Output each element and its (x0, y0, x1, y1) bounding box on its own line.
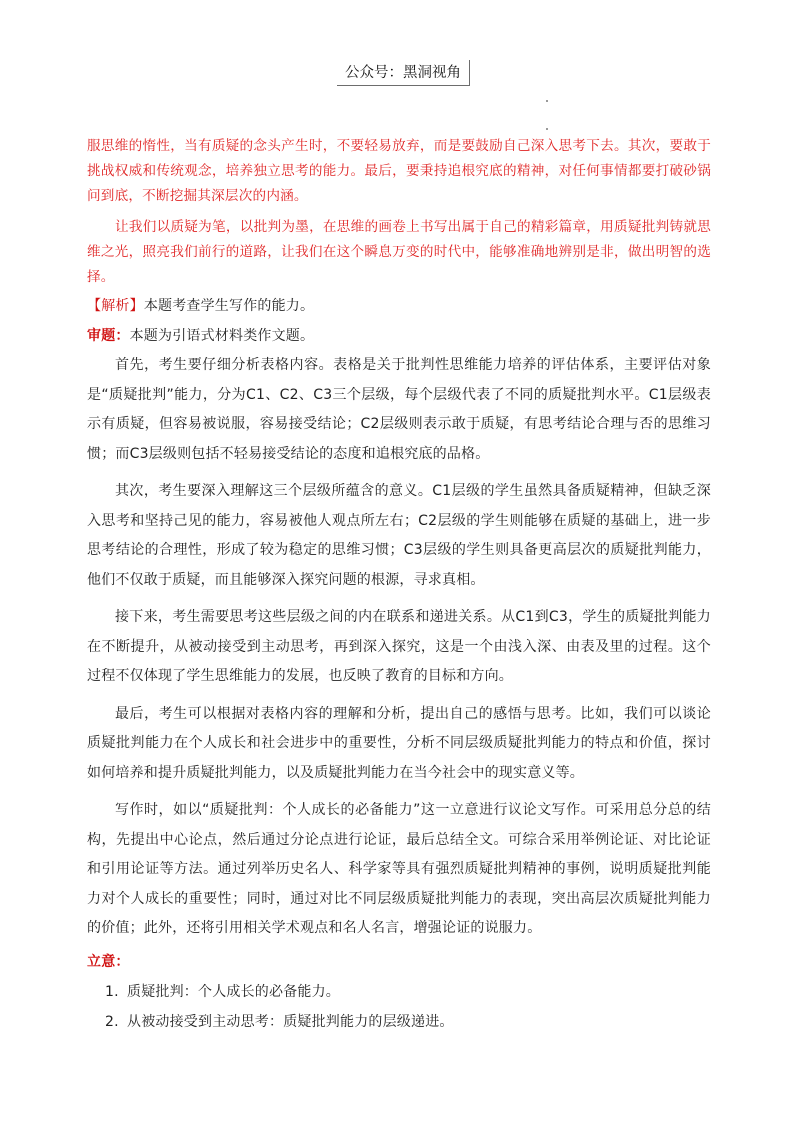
liyi-heading (87, 948, 711, 978)
list-item (105, 1007, 711, 1037)
analysis-paragraph-3: 接下来，考生需要思考这些层级之间的内在联系和递进关系。从C1到C3，学生的质疑批判能力在不断提升，从被动接受到主动思考，再到深入探究，这是一个由浅入深、由表及里的过程。这个过程不仅体现了学生思维能力的发展，也反映了教育的目标和方向。 (87, 609, 711, 684)
list-item-number: 2. (105, 1014, 119, 1030)
list-item-text: 质疑批判：个人成长的必备能力。 (127, 984, 340, 1000)
essay-end-paragraph-2: 让我们以质疑为笔，以批判为墨，在思维的画卷上书写出属于自己的精彩篇章，用质疑批判铸就思维之光，照亮我们前行的道路，让我们在这个瞬息万变的时代中，能够准确地辨别是非，做出明智的选择。 (87, 219, 711, 285)
liyi-list (87, 977, 711, 1037)
analysis-paragraph-2: 其次，考生要深入理解这三个层级所蕴含的意义。C1层级的学生虽然具备质疑精神，但缺乏深入思考和坚持己见的能力，容易被他人观点所左右；C2层级的学生则能够在质疑的基础上，进一步思考结论的合理性，形成了较为稳定的思维习惯；C3层级的学生则具备更高层次的质疑批判能力，他们不仅敢于质疑，而且能够深入探究问题的根源，寻求真相。 (87, 483, 711, 588)
analysis-paragraph-1: 首先，考生要仔细分析表格内容。表格是关于批判性思维能力培养的评估体系，主要评估对象是“质疑批判”能力，分为C1、C2、C3三个层级，每个层级代表了不同的质疑批判水平。C1层级表示有质疑，但容易被说服，容易接受结论；C2层级则表示敢于质疑，有思考结论合理与否的思维习惯；而C3层级则包括不轻易接受结论的态度和追根究底的品格。 (87, 357, 711, 462)
shenti-text: 本题为引语式材料类作文题。 (129, 327, 315, 344)
header-channel: 公众号：黑洞视角 (337, 60, 470, 86)
list-item-text: 从被动接受到主动思考：质疑批判能力的层级递进。 (127, 1014, 454, 1030)
essay-end-paragraph-1: 服思维的惰性，当有质疑的念头产生时，不要轻易放弃，而是要鼓励自己深入思考下去。其次，要敢于挑战权威和传统观念，培养独立思考的能力。最后，要秉持追根究底的精神，对任何事情都要打破砂锅问到底，不断挖掘其深层次的内涵。 (87, 138, 711, 204)
analysis-paragraph-5: 写作时，如以“质疑批判：个人成长的必备能力”这一立意进行议论文写作。可采用总分总的结构，先提出中心论点，然后通过分论点进行论证，最后总结全文。可综合采用举例论证、对比论证和引用论证等方法。通过列举历史名人、科学家等具有强烈质疑批判精神的事例，说明质疑批判能力对个人成长的重要性；同时，通过对比不同层级质疑批判能力的表现，突出高层次质疑批判能力的价值；此外，还将引用相关学术观点和名人名言，增强论证的说服力。 (87, 802, 711, 936)
shenti-line (87, 322, 711, 352)
list-item (105, 977, 711, 1007)
analysis-tag: 【解析】 (87, 298, 144, 314)
scan-dot (546, 128, 548, 130)
analysis-paragraph-4: 最后，考生可以根据对表格内容的理解和分析，提出自己的感悟与思考。比如，我们可以谈论质疑批判能力在个人成长和社会进步中的重要性，分析不同层级质疑批判能力的特点和价值，探讨如何培养和提升质疑批判能力，以及质疑批判能力在当今社会中的现实意义等。 (87, 705, 711, 781)
analysis-summary-line (87, 292, 711, 322)
liyi-label: 立意： (87, 953, 130, 970)
list-item-number: 1. (105, 984, 119, 1000)
scan-dot (546, 100, 548, 102)
content-body (87, 134, 711, 1037)
shenti-label: 审题： (87, 327, 130, 344)
analysis-summary: 本题考查学生写作的能力。 (143, 298, 315, 314)
